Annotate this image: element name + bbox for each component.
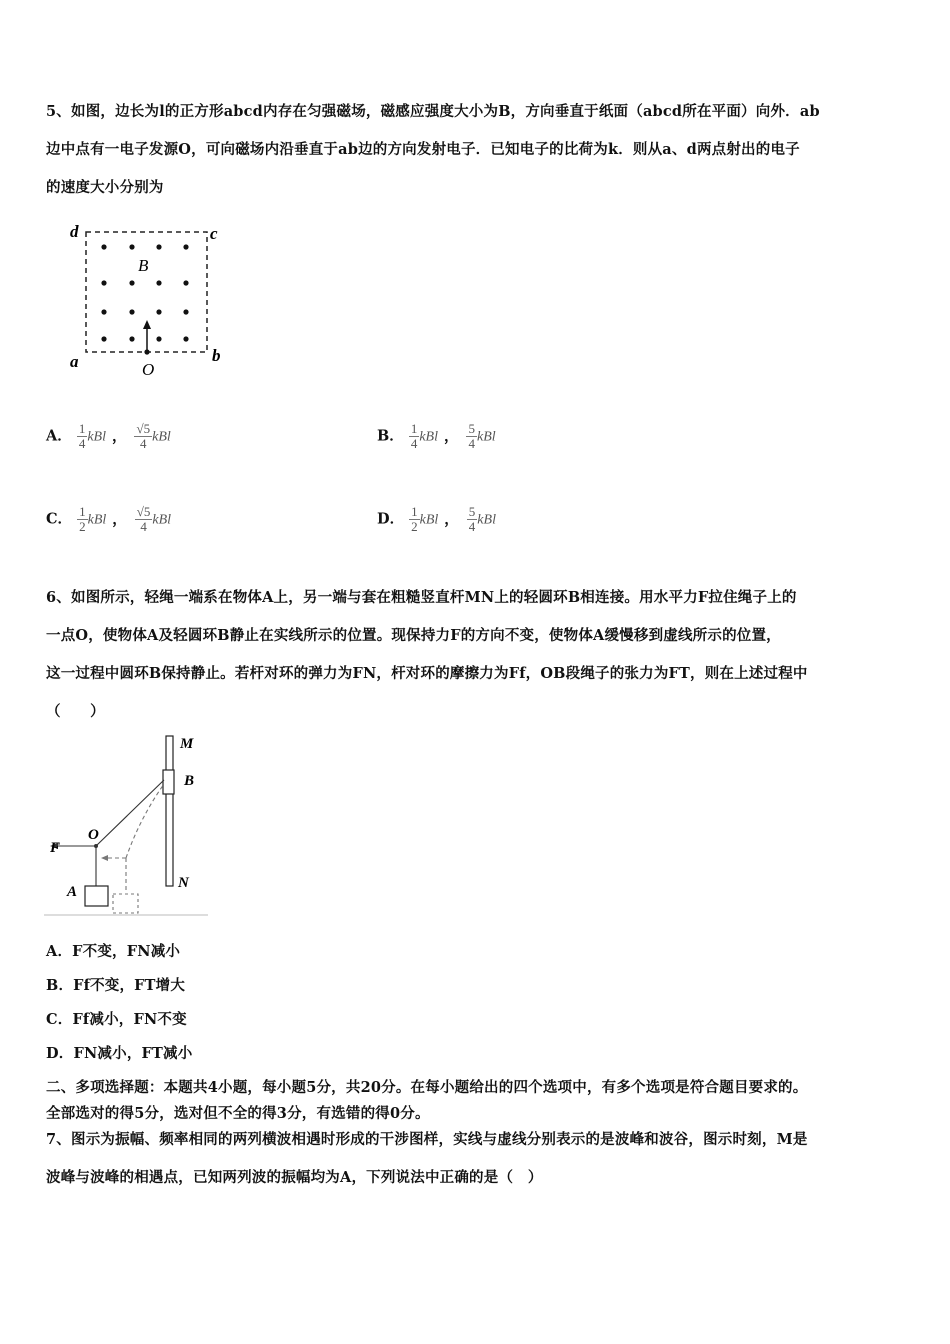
point-O (94, 844, 98, 848)
arrow-head (143, 320, 151, 329)
q5-text-line-2: 边中点有一电子发源O，可向磁场内沿垂直于ab边的方向发射电子．已知电子的比荷为k．则从a、d两点射出的电子 (46, 141, 800, 158)
block-A (85, 886, 108, 906)
q6-rod-ring-figure (40, 728, 215, 920)
q5-option-d[interactable] (377, 505, 496, 534)
q5-option-c[interactable] (46, 505, 171, 534)
q5-text-line-1: 5、如图，边长为l的正方形abcd内存在匀强磁场，磁感应强度大小为B，方向垂直于纸面（abcd所在平面）向外．ab (46, 103, 820, 120)
q6-option-b[interactable]: B．Ff不变，FT增大 (46, 977, 186, 994)
q7-text-line-1: 7、图示为振幅、频率相同的两列横波相遇时形成的干涉图样，实线与虚线分别表示的是波峰和波谷，图示时刻，M是 (46, 1131, 808, 1148)
fraction: $\frac{√5}{4}$ (136, 504, 151, 534)
q5-text-line-3: 的速度大小分别为 (46, 179, 164, 196)
q6-text-line-4: （ ） (46, 703, 105, 720)
comma: ， (112, 510, 127, 528)
dashed-arrowhead (101, 855, 108, 861)
comma: ， (111, 427, 127, 445)
section2-heading-line-2: 全部选对的得5分，选对但不全的得3分，有选错的得0分。 (46, 1105, 430, 1122)
fraction: $\frac{1}{4}$ (78, 421, 86, 451)
comma: ， (444, 510, 459, 528)
unit: kBl (419, 429, 438, 445)
q5-magnetic-field-figure (60, 215, 240, 385)
fraction: $\frac{1}{2}$ (79, 504, 86, 534)
unit: kBl (477, 512, 496, 528)
ring-B (163, 770, 174, 794)
label-F: F (50, 840, 61, 856)
label-a: a (70, 352, 79, 371)
q5-option-b[interactable] (377, 422, 496, 451)
label-N: N (178, 875, 189, 891)
q6-option-d[interactable]: D．FN减小，FT减小 (46, 1045, 193, 1062)
q5-option-a[interactable] (46, 422, 171, 451)
label-d: d (70, 222, 79, 241)
section2-heading-line-1: 二、多项选择题：本题共4小题，每小题5分，共20分。在每小题给出的四个选项中，有多个选项是符合题目要求的。 (46, 1079, 808, 1096)
q7-text-line-2: 波峰与波峰的相遇点，已知两列波的振幅均为A，下列说法中正确的是（ ） (46, 1169, 543, 1186)
unit: kBl (419, 512, 439, 528)
q6-text-line-2: 一点O，使物体A及轻圆环B静止在实线所示的位置。现保持力F的方向不变，使物体A缓慢移到虚线所示的位置， (46, 627, 781, 644)
comma: ， (443, 427, 459, 445)
option-label: C． (46, 510, 73, 528)
unit: kBl (87, 512, 107, 528)
rod-MN (166, 736, 173, 886)
option-label: A． (46, 427, 72, 445)
option-label: D． (377, 510, 405, 528)
unit: kBl (476, 429, 496, 445)
rope-OB (96, 780, 164, 846)
unit: kBl (152, 429, 171, 445)
fraction: $\frac{1}{2}$ (411, 504, 418, 534)
q6-option-a[interactable]: A．F不变，FN减小 (46, 943, 181, 960)
option-label: B． (377, 427, 404, 445)
fraction: $\frac{√5}{4}$ (136, 421, 151, 451)
label-b: b (212, 346, 221, 365)
unit: kBl (87, 429, 106, 445)
q6-text-line-1: 6、如图所示，轻绳一端系在物体A上，另一端与套在粗糙竖直杆MN上的轻圆环B相连接。用水平力F拉住绳子上的 (46, 589, 797, 606)
unit: kBl (152, 512, 172, 528)
dashed-block-A (113, 894, 138, 913)
label-M: M (180, 736, 194, 752)
label-c: c (210, 224, 218, 243)
q6-text-line-3: 这一过程中圆环B保持静止。若杆对环的弹力为FN，杆对环的摩擦力为Ff，OB段绳子的张力为FT，则在上述过程中 (46, 665, 808, 682)
label-B: B (138, 256, 149, 275)
q6-option-c[interactable]: C．Ff减小，FN不变 (46, 1011, 187, 1028)
label-O: O (88, 827, 99, 843)
fraction: $\frac{1}{4}$ (410, 421, 418, 451)
label-A: A (67, 884, 78, 900)
label-O: O (142, 360, 155, 379)
label-B: B (184, 773, 195, 789)
fraction: $\frac{5}{4}$ (468, 504, 476, 534)
fraction: $\frac{5}{4}$ (468, 421, 475, 451)
dashed-rope-OB (126, 784, 164, 858)
